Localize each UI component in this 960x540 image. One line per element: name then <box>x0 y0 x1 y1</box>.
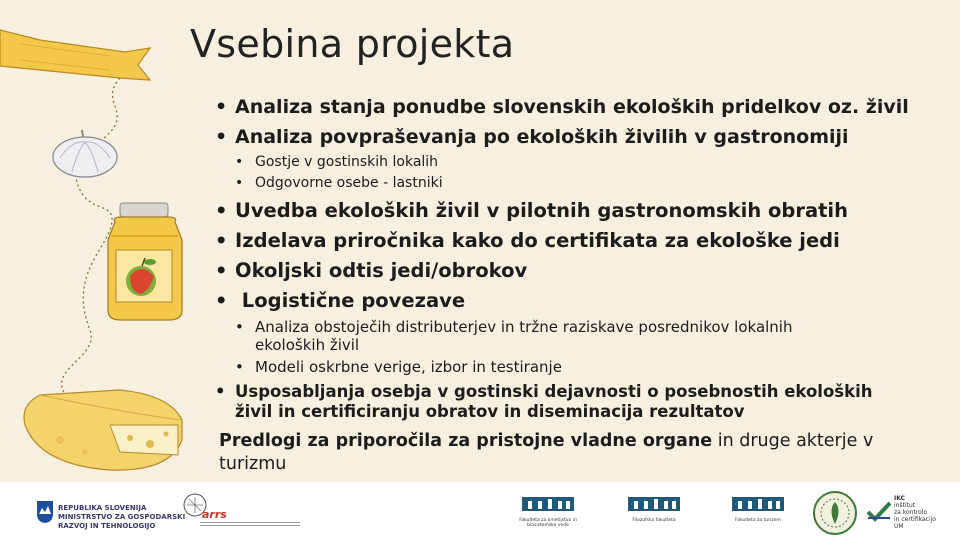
sub-bullet-item: • Modeli oskrbne verige, izbor in testiranje <box>213 358 853 376</box>
bullet-item: • Uvedba ekoloških živil v pilotnih gastronomskih obratih <box>213 196 933 226</box>
ikc-line: in certifikacijo <box>894 516 936 523</box>
page-title: Vsebina projekta <box>190 22 515 66</box>
ministry-line: MINISTRSTVO ZA GOSPODARSKI <box>58 513 186 521</box>
ikc-line: IKC <box>894 495 906 502</box>
um-building-icon <box>626 493 682 515</box>
slovenia-crest-icon <box>36 500 54 524</box>
illustration-column <box>0 0 200 480</box>
ikc-line: za kontrolo <box>894 509 928 516</box>
bullet-item: • Izdelava priročnika kako do certifikata za ekološke jedi <box>213 226 933 256</box>
sub-bullet-item: • Gostje v gostinskih lokalih <box>213 152 933 173</box>
garlic-icon <box>53 130 117 177</box>
juice-jar-icon <box>108 203 182 320</box>
um-caption: Filozofska fakulteta <box>632 518 676 523</box>
closing-rest: in druge akterje v turizmu <box>219 431 874 474</box>
um-caption: Fakulteta za kmetijstvo in biosistemske vede <box>519 518 577 528</box>
sub-bullet-item: • Analiza obstoječih distributerjev in tržne raziskave posrednikov lokalnih ekoloških živil <box>213 318 853 354</box>
um-building-icon <box>730 493 786 515</box>
bullet-item: • Logistične povezave <box>213 286 933 316</box>
bullet-item: • Analiza povpraševanja po ekoloških živilih v gastronomiji <box>213 122 933 152</box>
ribbon-banner-icon <box>0 30 150 80</box>
sub-bullet-item: • Odgovorne osebe - lastniki <box>213 173 933 194</box>
ikc-logo <box>894 495 936 530</box>
ikc-line: inštitut <box>894 502 916 509</box>
bullet-item: • Usposabljanja osebja v gostinski dejavnosti o posebnostih ekoloških živil in certificiranju obratov in diseminacija rezultatov <box>213 382 915 422</box>
ikc-line: UM <box>894 523 904 530</box>
arrs-subtitle-lines <box>200 520 300 526</box>
ministry-line: RAZVOJ IN TEHNOLOGIJO <box>58 522 156 530</box>
cheese-wheel-icon <box>24 390 182 470</box>
um-building-icon <box>520 493 576 515</box>
closing-bold: Predlogi za priporočila za pristojne vladne organe <box>219 431 713 451</box>
arrs-logo: arrs <box>202 508 227 521</box>
slide-content <box>213 92 933 422</box>
ministry-line: REPUBLIKA SLOVENIJA <box>58 504 147 512</box>
bullet-item: • Okoljski odtis jedi/obrokov <box>213 256 933 286</box>
ministry-logo <box>58 504 185 531</box>
um-caption: Fakulteta za turizem <box>735 518 781 523</box>
ikc-check-icon <box>866 500 892 522</box>
round-seal-icon <box>812 490 858 536</box>
closing-paragraph <box>213 430 919 476</box>
bullet-item: • Analiza stanja ponudbe slovenskih ekoloških pridelkov oz. živil <box>213 92 933 122</box>
